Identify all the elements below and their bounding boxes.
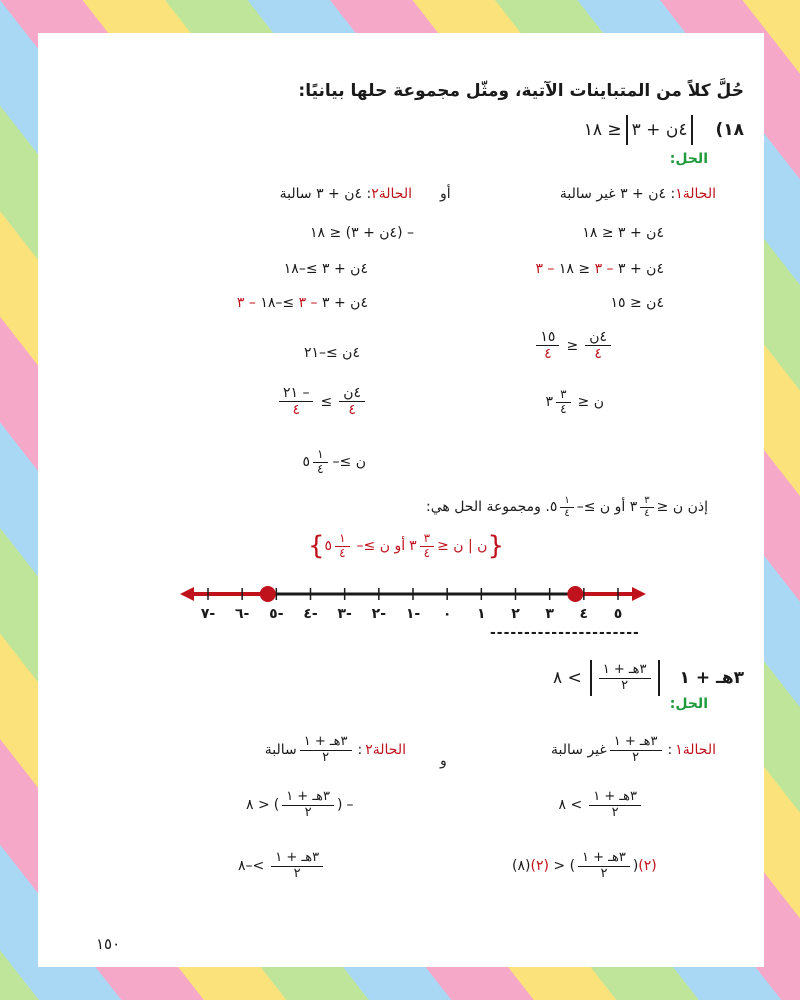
case2-step3: ٤ن + ٣ – ٣ ≥–١٨ – ٣ <box>236 295 368 311</box>
arrow-left <box>180 587 194 601</box>
p19-case1-step2: (٨) (٢) > ( $\frac{\text{٣هـ + ١}}{٢}$ ) (٢) <box>512 850 657 881</box>
tick-label: ١- <box>405 606 421 622</box>
abs-expression: ٤ن + ٣ <box>631 120 688 140</box>
solution-label: الحل: <box>669 151 708 167</box>
tick-label: ٤ <box>579 606 589 622</box>
case1-step4: $\frac{\text{٤ن}}{٤}$ ≤ $\frac{١٥}{٤}$ <box>533 329 614 362</box>
solution-label-19: الحل: <box>669 696 708 712</box>
tick-label: ٦- <box>234 606 250 622</box>
and-word: و <box>440 753 447 769</box>
tick-label: ٣- <box>337 606 352 622</box>
p19-case2-step2: ٨–< $\frac{\text{٣هـ + ١}}{٢}$ <box>238 851 326 882</box>
p19-case2-heading: الحالة٢ : $\frac{\text{٣هـ + ١}}{٢}$ سالبة <box>264 734 406 765</box>
case2-step1: – (٤ن + ٣) ≤ ١٨ <box>309 225 414 241</box>
abs-bar-right <box>590 660 592 696</box>
tick-label: ٣ <box>545 606 554 622</box>
p19-case1-heading: الحالة١ : $\frac{\text{٣هـ + ١}}{٢}$ غير سالبة <box>551 734 716 765</box>
dashed-separator: ---------------------- <box>490 625 640 641</box>
instruction-heading: حُلَّ كلاً من المتباينات الآتية، ومثّل مجموعة حلها بيانيًا: <box>298 81 744 101</box>
case1-step3: ٤ن ≤ ١٥ <box>610 295 664 311</box>
case2-step2: ٤ن + ٣ ≥–١٨ <box>283 261 368 277</box>
case1-step1: ٤ن + ٣ ≤ ١٨ <box>582 225 664 241</box>
case2-heading: الحالة٢: ٤ن + ٣ سالبة <box>279 186 412 202</box>
abs-bar-right <box>626 115 628 145</box>
p19-case2-step1: ٨ > ( $\frac{\text{٣هـ + ١}}{٢}$ ) – <box>246 789 354 820</box>
case1-step5: ن ≤ $\frac{٣}{٤}$ ٣ <box>545 387 604 416</box>
abs-bar-left <box>658 660 660 696</box>
closed-dot <box>260 586 276 602</box>
case2-step5: $\frac{\text{٤ن}}{٤}$ ≥ $\frac{- ٢١}{٤}$ <box>276 385 368 418</box>
tick-label: ٢- <box>371 606 387 622</box>
problem-number: ١٨) <box>715 120 744 140</box>
solution-set: { ن | ن ≤ $\frac{٣}{٤}$ ٣ أو ن ≥– $\frac{١}{٤}$ ٥ } <box>308 530 504 561</box>
closed-dot <box>567 586 583 602</box>
inequality-rhs: ≤ ١٨ <box>583 120 622 140</box>
p19-case1-step1: $\frac{\text{٣هـ + ١}}{٢}$ > ٨ <box>558 790 644 821</box>
arrow-right <box>632 587 646 601</box>
case2-step6: ن ≥– $\frac{١}{٤}$ ٥ <box>302 447 366 476</box>
tick-label: ٤- <box>303 606 318 622</box>
abs-bar-left <box>691 115 693 145</box>
tick-label: ١ <box>477 606 486 622</box>
problem-18-statement <box>584 115 744 145</box>
tick-label: ٢ <box>511 606 520 622</box>
number-line <box>178 578 648 628</box>
case2-step4: ٤ن ≥–٢١ <box>303 345 360 361</box>
page-number: ١٥٠ <box>96 935 121 953</box>
tick-label: ٧- <box>200 606 216 622</box>
case1-step2: ٤ن + ٣ – ٣ ≤ ١٨ – ٣ <box>535 261 664 277</box>
tick-label: ٥- <box>269 606 284 622</box>
or-word: أو <box>440 186 451 202</box>
conclusion-line: إذن ن ≤ $\frac{٣}{٤}$ ٣ أو ن ≥– $\frac{١}{٤}$ ٥. ومجموعة الحل هي: <box>425 495 708 519</box>
tick-label: ٥ <box>613 606 623 622</box>
problem-19-statement: ٣هـ + ١ $\frac{\text{٣هـ + ١}}{٢}$ > ٨ <box>553 660 744 696</box>
tick-label: ٠ <box>442 606 452 622</box>
worksheet-page <box>38 33 764 967</box>
case1-heading: الحالة١: ٤ن + ٣ غير سالبة <box>559 186 716 202</box>
